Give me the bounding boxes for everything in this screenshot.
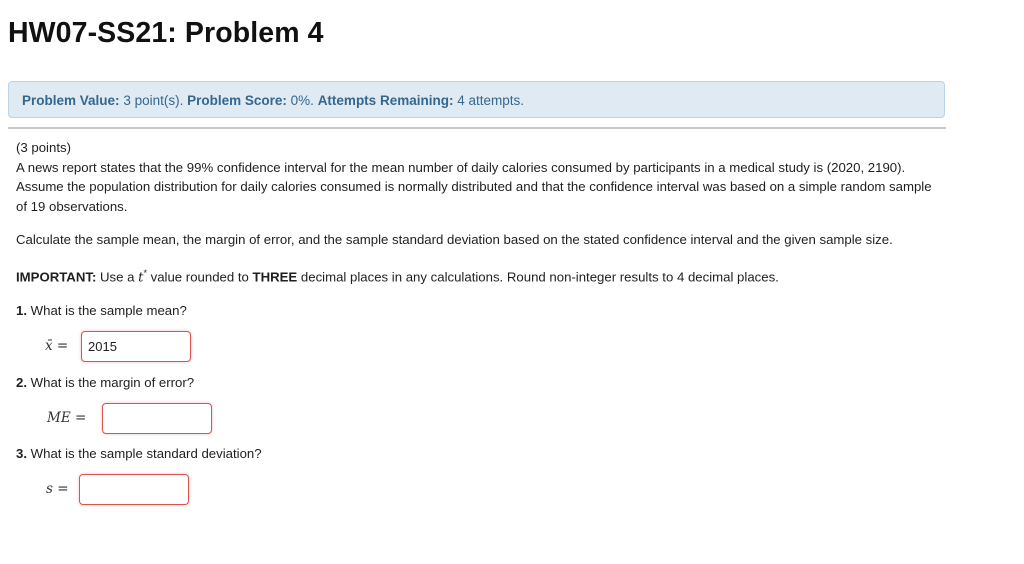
divider (8, 127, 946, 129)
problem-body (16, 138, 936, 516)
std-dev-equals: = (52, 481, 69, 498)
important-label: IMPORTANT: (16, 268, 97, 284)
problem-instruction: Calculate the sample mean, the margin of error, and the sample standard deviation based on the stated confidence interval and the given sample size. (16, 232, 893, 247)
problem-info-box (8, 81, 945, 118)
question-3-number: 3. (16, 446, 27, 462)
important-note (16, 264, 936, 288)
question-2-text: What is the margin of error? (27, 374, 195, 390)
question-1 (16, 301, 936, 321)
answer-row-3 (16, 474, 936, 506)
question-1-text: What is the sample mean? (27, 303, 187, 319)
problem-value: 3 point(s). (123, 93, 184, 108)
problem-score-label: Problem Score: (187, 93, 287, 108)
answer-row-2 (16, 402, 936, 434)
margin-of-error-label (47, 409, 99, 429)
problem-points: (3 points) (16, 140, 71, 155)
page-title: HW07-SS21: Problem 4 (8, 17, 324, 49)
sample-mean-label (45, 337, 75, 357)
question-3-text: What is the sample standard deviation? (27, 446, 262, 462)
sample-mean-input[interactable] (81, 331, 191, 362)
std-dev-label (46, 480, 74, 500)
std-dev-symbol: s (46, 481, 53, 498)
important-text-after: decimal places in any calculations. Round non-integer results to 4 decimal places. (297, 268, 779, 284)
sample-mean-equals: = (52, 338, 69, 355)
important-text-middle: value rounded to (146, 268, 253, 284)
margin-of-error-equals: = (70, 409, 87, 426)
answer-row-1 (16, 331, 936, 363)
attempts-remaining: 4 attempts. (457, 93, 525, 108)
margin-of-error-symbol: ME (47, 409, 71, 426)
sample-mean-symbol: x̄ (45, 338, 53, 355)
question-2-number: 2. (16, 374, 27, 390)
question-1-number: 1. (16, 303, 27, 319)
problem-statement: A news report states that the 99% confidence interval for the mean number of daily calories consumed by participants in a medical study is (2020, 2190). Assume the population distribution for daily calories consumed is normally distributed and that the confidence interval was based on a simple random sample of 19 observations. (16, 159, 932, 214)
attempts-remaining-label: Attempts Remaining: (317, 93, 454, 108)
t-symbol: t (138, 269, 144, 285)
important-text-before: Use a (96, 268, 139, 284)
important-emphasis: THREE (252, 268, 298, 284)
question-2 (16, 373, 936, 393)
t-star: * (143, 267, 147, 278)
problem-value-label: Problem Value: (22, 93, 120, 108)
std-dev-input[interactable] (79, 474, 189, 505)
question-3 (16, 444, 936, 464)
margin-of-error-input[interactable] (102, 403, 212, 434)
problem-score: 0%. (290, 93, 314, 108)
